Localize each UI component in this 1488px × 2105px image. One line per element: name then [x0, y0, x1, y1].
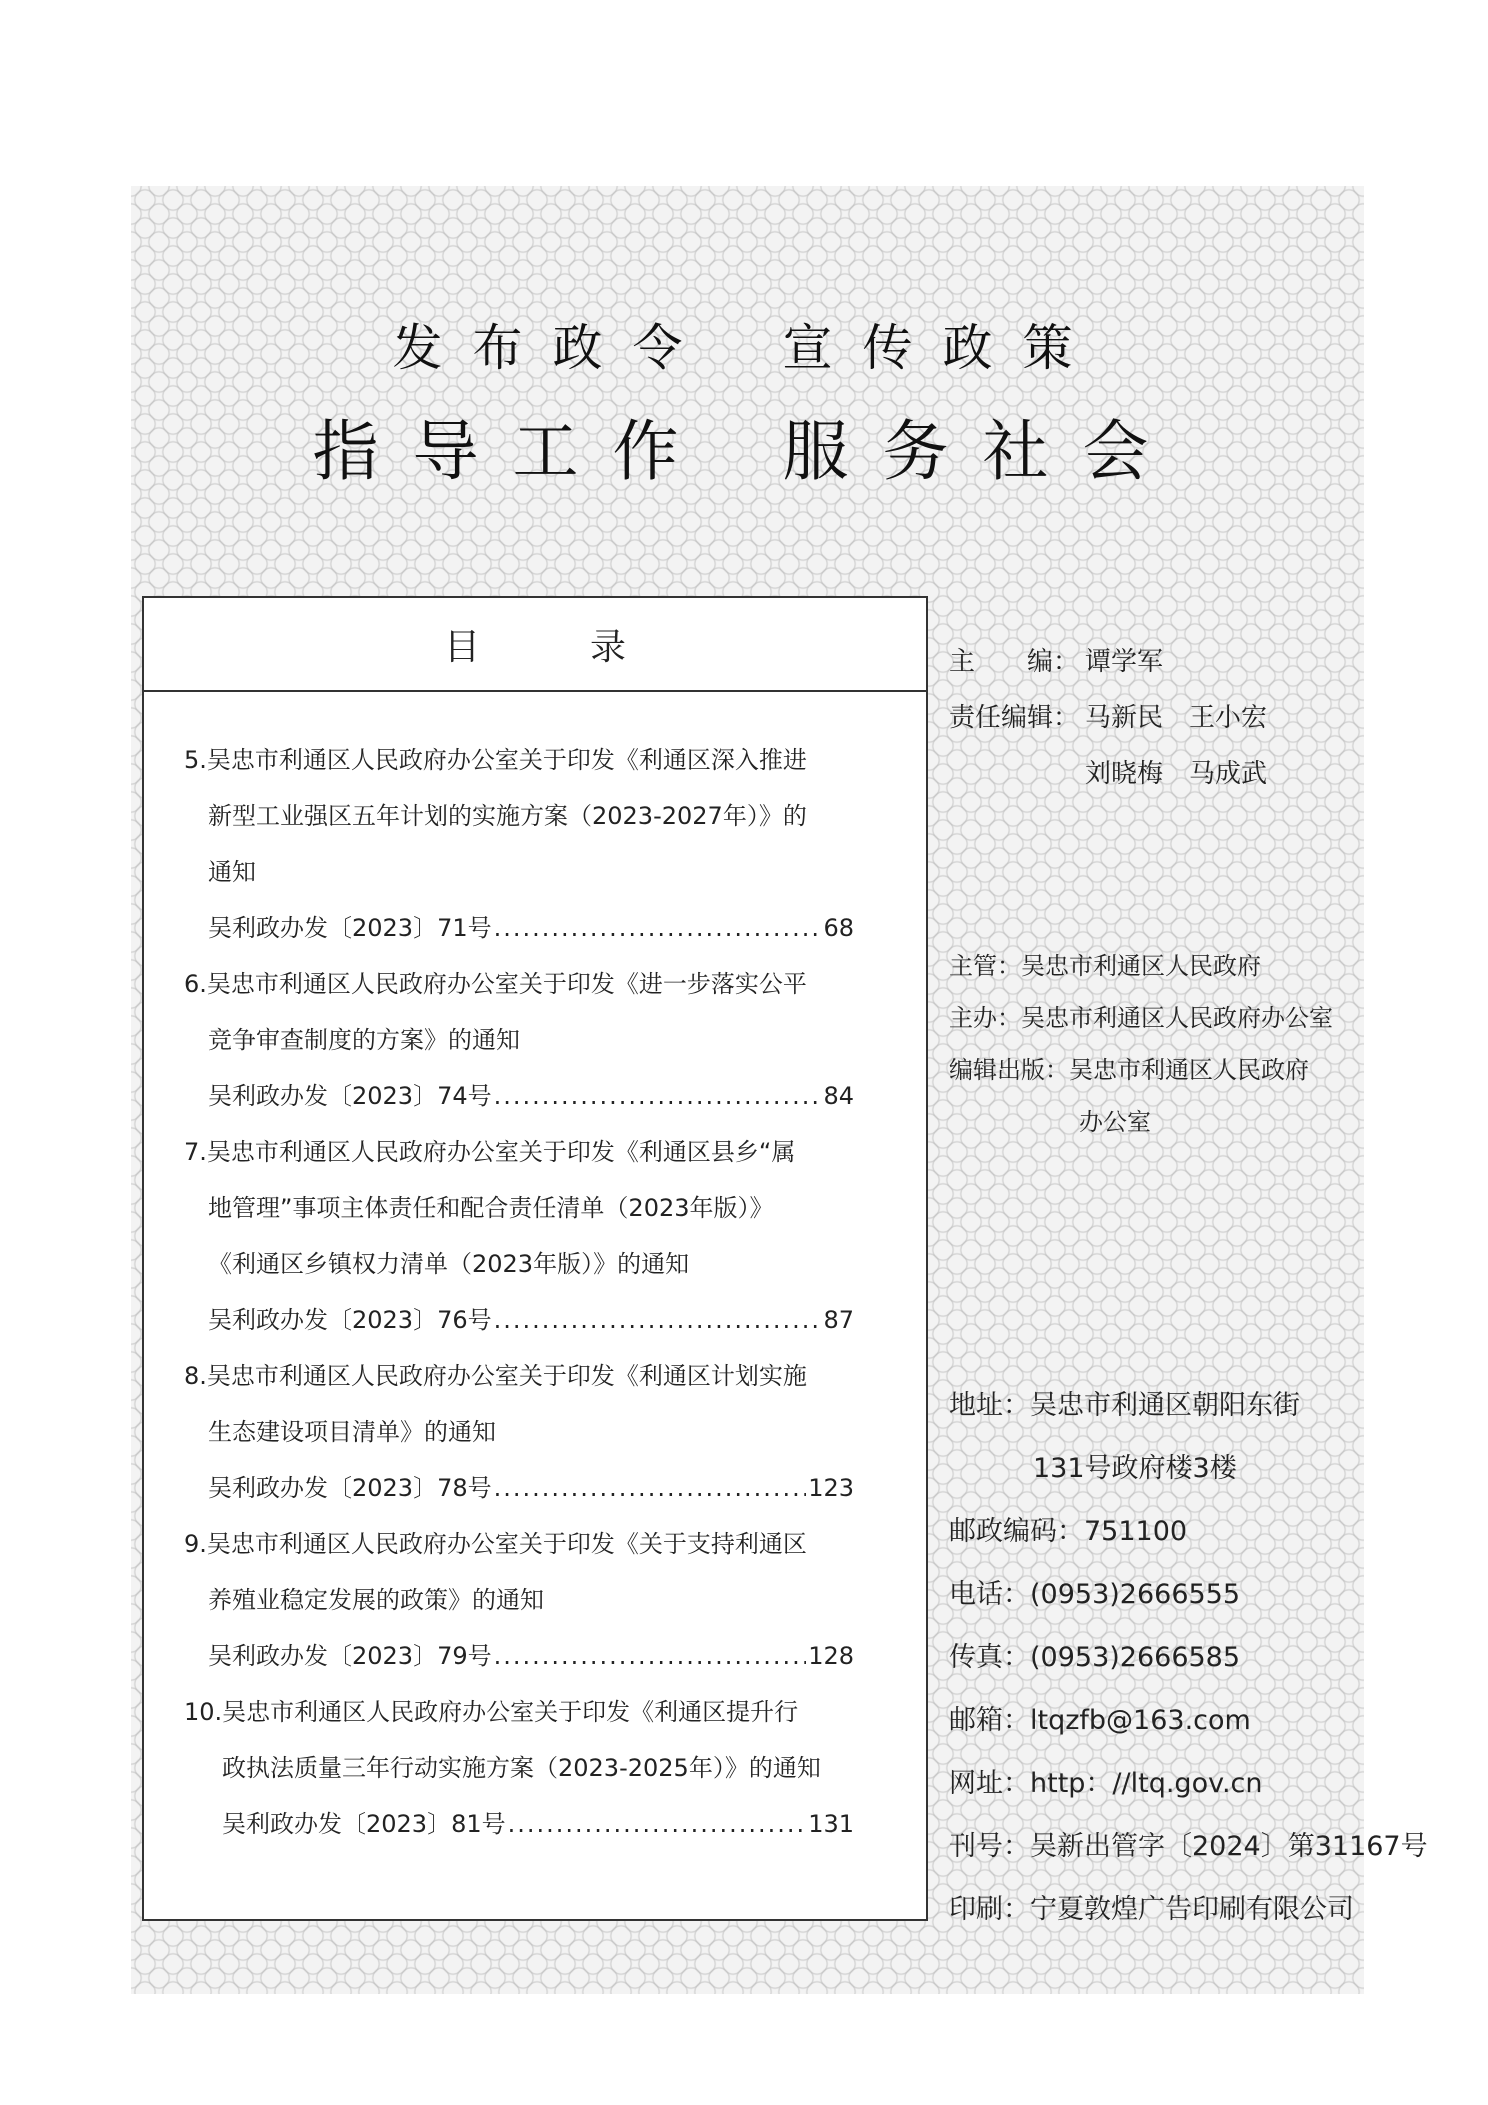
toc-entry-title-line: 地管理”事项主体责任和配合责任清单（2023年版）》: [208, 1194, 774, 1222]
responsible-editors: 刘晓梅 马成武: [1085, 759, 1268, 789]
toc-entry-title-line: 养殖业稳定发展的政策》的通知: [208, 1586, 544, 1614]
contact-info: [949, 1374, 1428, 1941]
toc-entry-reference: [144, 900, 926, 956]
responsible-editors: 马新民 王小宏: [1085, 703, 1268, 733]
dot-leader: [494, 900, 822, 956]
document-number: 吴利政办发〔2023〕76号: [208, 1306, 492, 1334]
toc-entry-title-line: 新型工业强区五年计划的实施方案（2023-2027年）》的: [208, 802, 807, 830]
issue-number: 刊号：吴新出管字〔2024〕第31167号: [949, 1831, 1428, 1862]
toc-entry[interactable]: [144, 1348, 926, 1516]
toc-entry-title-line: 通知: [208, 858, 256, 886]
editorial-board: [949, 634, 1267, 802]
document-number: 吴利政办发〔2023〕71号: [208, 914, 492, 942]
toc-entry-title-line: 6.吴忠市利通区人民政府办公室关于印发《进一步落实公平: [184, 970, 807, 998]
phone: 电话：(0953)2666555: [949, 1579, 1241, 1610]
address: 地址：吴忠市利通区朝阳东街: [949, 1390, 1300, 1421]
toc-entry-title-line: 10.吴忠市利通区人民政府办公室关于印发《利通区提升行: [184, 1698, 799, 1726]
fax: 传真：(0953)2666585: [949, 1642, 1241, 1673]
document-number: 吴利政办发〔2023〕74号: [208, 1082, 492, 1110]
printer: 印刷：宁夏敦煌广告印刷有限公司: [949, 1894, 1354, 1925]
toc-entry-title-line: 7.吴忠市利通区人民政府办公室关于印发《利通区县乡“属: [184, 1138, 796, 1166]
toc-entry[interactable]: [144, 1684, 926, 1852]
toc-entry-title-line: 《利通区乡镇权力清单（2023年版）》的通知: [208, 1250, 690, 1278]
toc-title: 目录: [144, 598, 926, 692]
slogan-line-2: [131, 398, 1364, 493]
toc-entry-reference: [144, 1292, 926, 1348]
page-number: 123: [808, 1474, 854, 1502]
chief-editor: 谭学军: [1085, 647, 1164, 677]
toc-entries: [144, 692, 926, 1852]
dot-leader: [494, 1068, 822, 1124]
toc-entry-reference: [144, 1068, 926, 1124]
address-continued: 131号政府楼3楼: [1033, 1453, 1237, 1484]
toc-entry[interactable]: [144, 956, 926, 1124]
document-number: 吴利政办发〔2023〕78号: [208, 1474, 492, 1502]
dot-leader: [494, 1628, 807, 1684]
postcode: 邮政编码：751100: [949, 1516, 1188, 1547]
chief-editor-label: 主 编：: [949, 647, 1080, 677]
toc-entry-reference: [144, 1460, 926, 1516]
toc-entry-title-line: 竞争审查制度的方案》的通知: [208, 1026, 520, 1054]
slogan-phrase: 宣传政策: [782, 319, 1103, 377]
slogan-phrase: 指导工作: [312, 413, 713, 490]
toc-entry[interactable]: [144, 732, 926, 956]
publisher-continued: 办公室: [1079, 1108, 1151, 1136]
toc-entry-reference: [144, 1796, 926, 1852]
document-number: 吴利政办发〔2023〕79号: [208, 1642, 492, 1670]
slogan-line-1: [131, 308, 1364, 380]
table-of-contents: [142, 596, 928, 1921]
toc-entry-reference: [144, 1628, 926, 1684]
document-number: 吴利政办发〔2023〕81号: [222, 1810, 506, 1838]
page-number: 128: [808, 1642, 854, 1670]
page-number: 68: [823, 914, 854, 942]
page-number: 131: [808, 1810, 854, 1838]
toc-entry-title-line: 8.吴忠市利通区人民政府办公室关于印发《利通区计划实施: [184, 1362, 807, 1390]
dot-leader: [494, 1460, 807, 1516]
responsible-editors-label: 责任编辑：: [949, 703, 1080, 733]
toc-entry-title-line: 政执法质量三年行动实施方案（2023-2025年）》的通知: [222, 1754, 821, 1782]
slogan-phrase: 发布政令: [392, 319, 713, 377]
dot-leader: [508, 1796, 807, 1852]
publisher: 编辑出版：吴忠市利通区人民政府: [949, 1056, 1309, 1084]
dot-leader: [494, 1292, 822, 1348]
page-number: 84: [823, 1082, 854, 1110]
sponsor: 主办：吴忠市利通区人民政府办公室: [949, 1004, 1333, 1032]
toc-entry-title-line: 5.吴忠市利通区人民政府办公室关于印发《利通区深入推进: [184, 746, 807, 774]
page-number: 87: [823, 1306, 854, 1334]
toc-entry-title-line: 生态建设项目清单》的通知: [208, 1418, 496, 1446]
toc-entry[interactable]: [144, 1516, 926, 1684]
toc-entry-title-line: 9.吴忠市利通区人民政府办公室关于印发《关于支持利通区: [184, 1530, 807, 1558]
slogan-phrase: 服务社会: [782, 413, 1183, 490]
supervisor: 主管：吴忠市利通区人民政府: [949, 952, 1261, 980]
website: 网址：http：//ltq.gov.cn: [949, 1768, 1263, 1799]
publisher-info: [949, 940, 1333, 1148]
email: 邮箱：ltqzfb@163.com: [949, 1705, 1251, 1736]
toc-entry[interactable]: [144, 1124, 926, 1348]
